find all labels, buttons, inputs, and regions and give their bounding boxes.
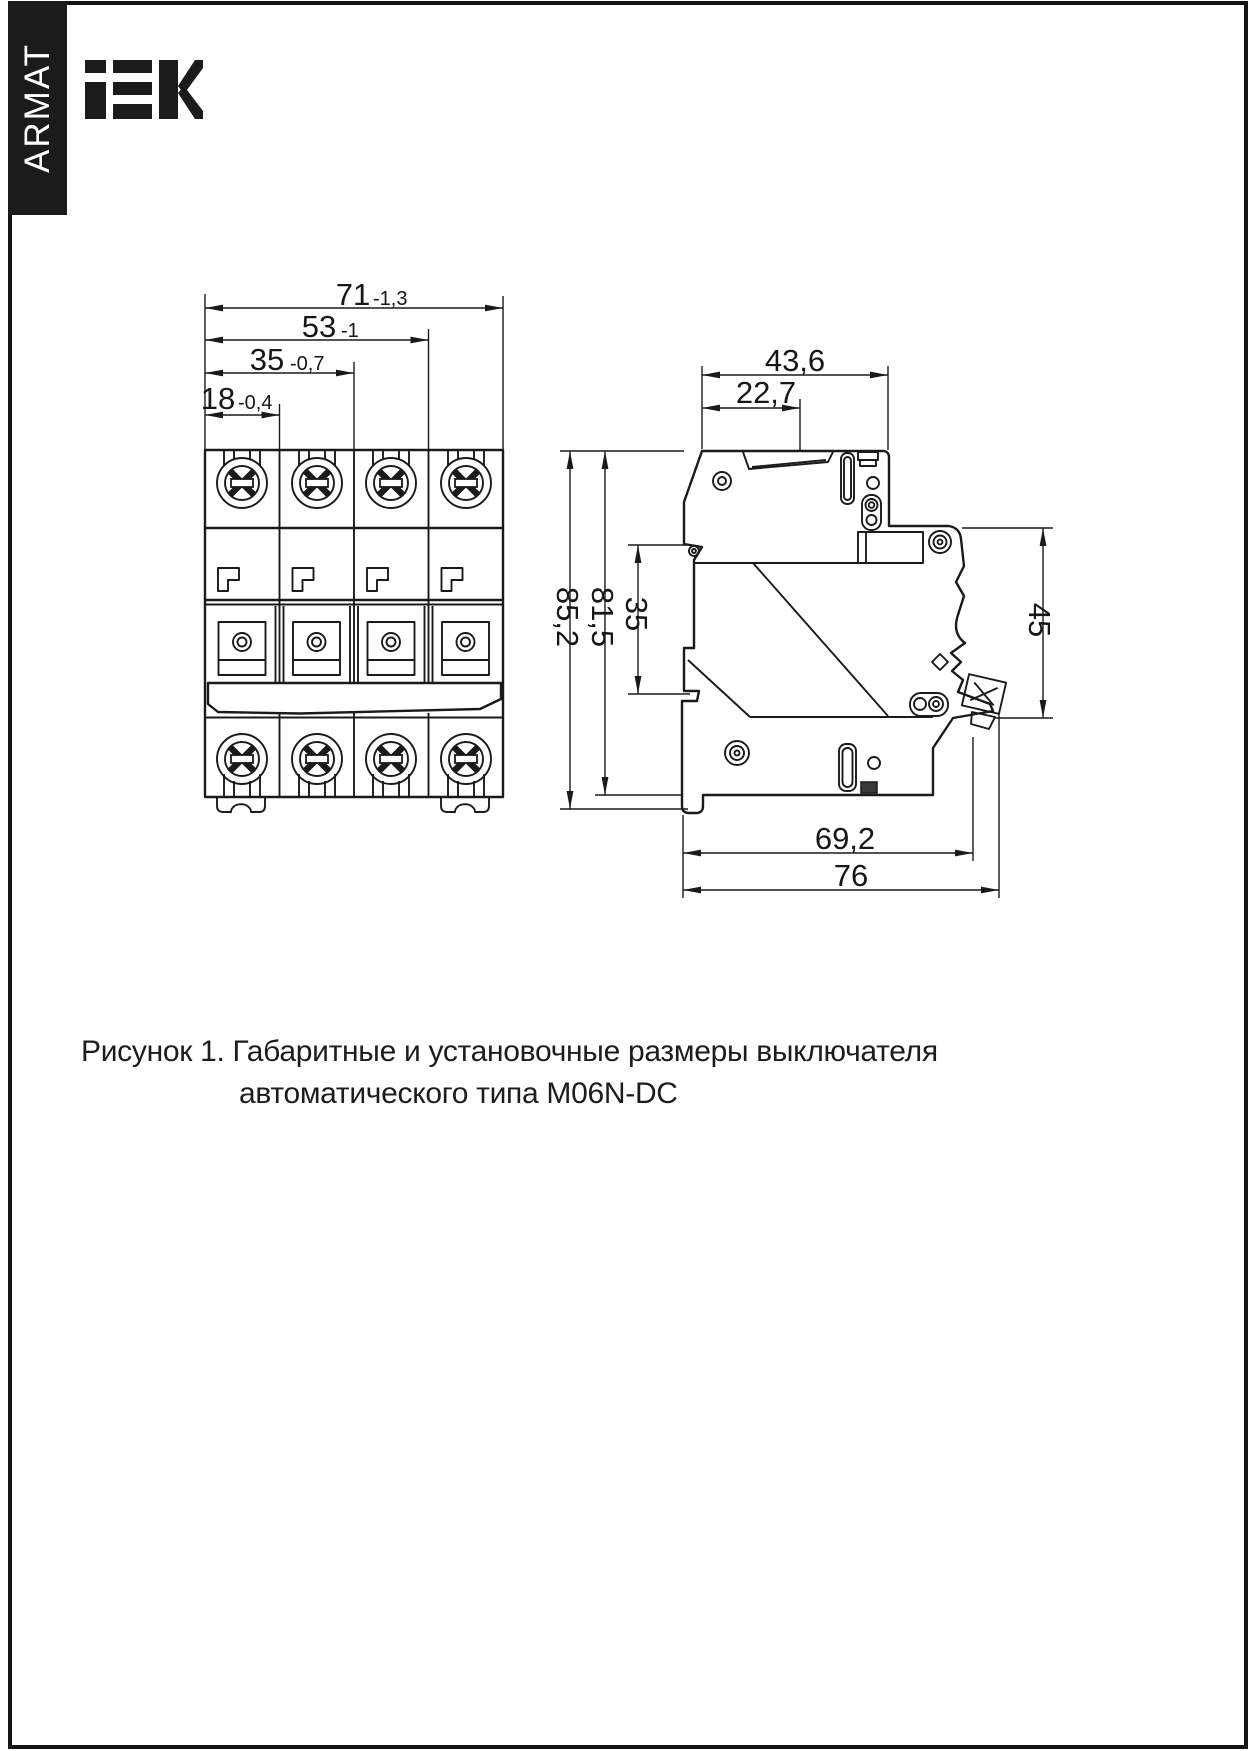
- dim-53-tolerance: -1: [341, 320, 359, 342]
- dim-18: 18: [200, 381, 236, 416]
- mounting-foot: [217, 797, 265, 812]
- mounting-foot: [441, 797, 489, 812]
- side-profile-outline: [682, 451, 993, 813]
- front-view-dimensions: [201, 277, 503, 450]
- toggle-window: [368, 622, 415, 675]
- dim-35: 35: [249, 342, 285, 377]
- figure-caption-line2: автоматического типа M06N-DC: [239, 1077, 678, 1110]
- front-view-drawing: [205, 450, 503, 812]
- figure-caption-line1: Рисунок 1. Габаритные и установочные размеры выключателя: [81, 1035, 938, 1068]
- pole-latch-detail: [293, 568, 314, 591]
- dim-22-7: 22,7: [735, 375, 797, 410]
- common-trip-bar: [208, 683, 501, 714]
- dim-35-tolerance: -0,7: [290, 353, 325, 375]
- dim-43-6: 43,6: [764, 343, 826, 378]
- clamp-screw-detail: [962, 674, 1006, 714]
- pole-latch-detail: [218, 568, 239, 591]
- dim-53: 53: [301, 309, 337, 344]
- toggle-window: [442, 622, 489, 675]
- toggle-window: [219, 622, 266, 675]
- dim-45: 45: [1022, 602, 1057, 638]
- dim-85-2: 85,2: [550, 586, 585, 648]
- dim-69-2: 69,2: [814, 821, 876, 856]
- dim-76: 76: [833, 858, 869, 893]
- pole-latch-detail: [367, 568, 388, 591]
- dim-71: 71: [335, 277, 371, 312]
- dim-18-tolerance: -0,4: [238, 392, 273, 414]
- pole-latch-detail: [442, 568, 463, 591]
- armat-brand-label: ARMAT: [17, 43, 57, 173]
- dim-71-tolerance: -1,3: [373, 288, 408, 310]
- toggle-window: [293, 622, 340, 675]
- dim-35-rail: 35: [619, 596, 654, 632]
- side-view-drawing: [682, 451, 1006, 813]
- dim-81-5: 81,5: [585, 586, 620, 648]
